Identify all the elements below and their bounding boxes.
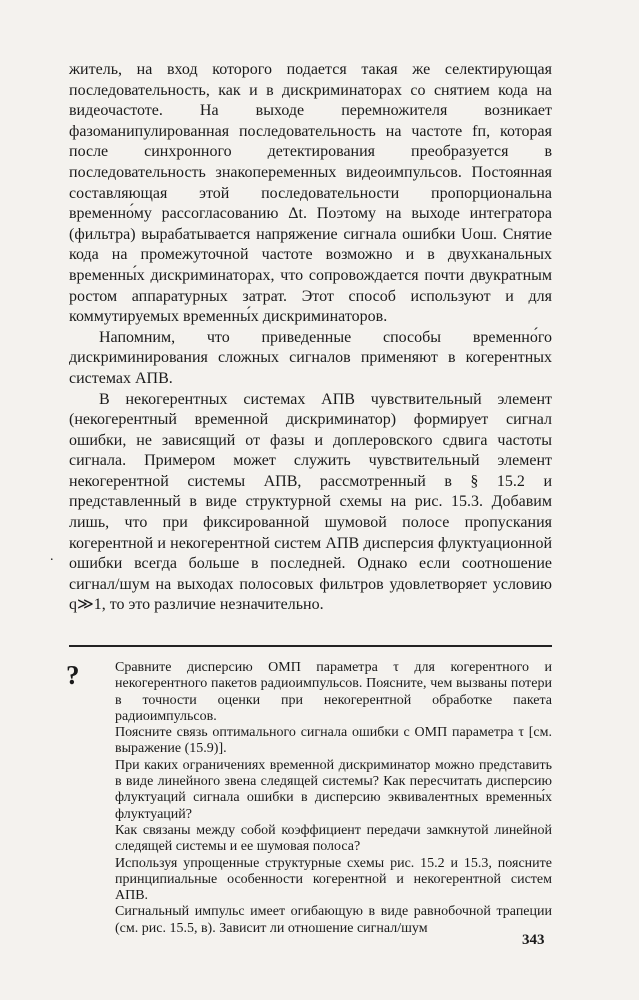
paragraph-2: Напомним, что приведенные способы временно́го дискриминирования сложных сигналов применяют в когерентных системах АПВ. [69,328,552,387]
review-questions [115,660,552,937]
paragraph-3: В некогерентных системах АПВ чувствительный элемент (некогерентный временной дискриминатор) формирует сигнал ошибки, не зависящий от фазы и доплеровского сдвига частоты сигнала. Примером может служить чувствительный элемент некогерентной системы АПВ, рассмотренный в § 15.2 и представленный в виде структурной схемы на рис. 15.3. Добавим лишь, что при фиксированной шумовой полосе пропускания когерентной и некогерентной систем АПВ дисперсия флуктуационной ошибки всегда больше в последней. Однако если соотношение сигнал/шум на выходах полосовых фильтров удовлетворяет условию q≫1, то это различие незначительно. [69,390,552,614]
question-item: Сравните дисперсию ОМП параметра τ для когерентного и некогерентного пакетов радиоимпульсов. Поясните, чем вызваны потери в точности оценки при некогерентной обработке пакета радиоимпульсов. [115,660,552,724]
question-item: Как связаны между собой коэффициент передачи замкнутой линейной следящей системы и ее шумовая полоса? [115,822,552,855]
question-item: Сигнальный импульс имеет огибающую в виде равнобочной трапеции (см. рис. 15.5, в). Зависит ли отношение сигнал/шум [115,904,552,936]
main-text [69,60,552,616]
question-item: При каких ограничениях временной дискриминатор можно представить в виде линейного звена следящей системы? Как пересчитать дисперсию флуктуаций сигнала ошибки в дисперсию эквивалентных временны́х флуктуаций? [115,757,552,822]
question-item: Поясните связь оптимального сигнала ошибки с ОМП параметра τ [см. выражение (15.9)]. [115,725,552,757]
question-item: Используя упрощенные структурные схемы рис. 15.2 и 15.3, поясните принципиальные особенности когерентной и некогерентной систем АПВ. [115,855,552,904]
section-divider [69,645,552,647]
paragraph-1: житель, на вход которого подается такая же селектирующая последовательность, как и в дискриминаторах со снятием кода на видеочастоте. На выходе перемножителя возникает фазоманипулированная последовательность на частоте fп, которая после синхронного детектирования преобразуется в последовательность знакопеременных видеоимпульсов. Постоянная составляющая этой последовательности пропорциональна временно́му рассогласованию Δt. Поэтому на выходе интегратора (фильтра) вырабатывается напряжение сигнала ошибки Uош. Снятие кода на промежуточной частоте возможно и в двухканальных временны́х дискриминаторах, что сопровождается почти двукратным ростом аппаратурных затрат. Этот способ используют и для коммутируемых временны́х дискриминаторов. [69,61,552,326]
question-mark-icon: ? [66,660,80,690]
page-number: 343 [522,932,545,948]
stray-dot: . [50,549,54,564]
